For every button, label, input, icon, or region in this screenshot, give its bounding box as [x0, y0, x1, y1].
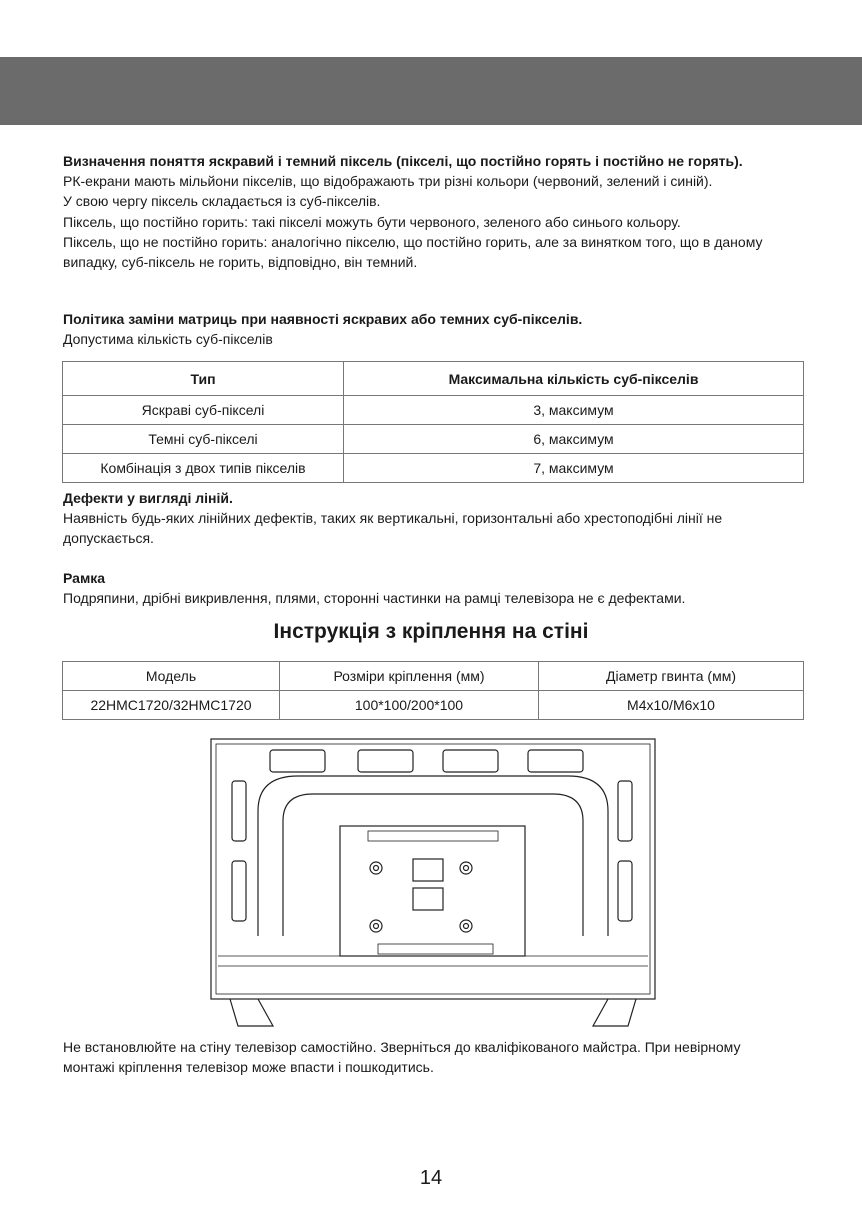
- line-defects-section: [63, 488, 833, 549]
- table-cell: 6, максимум: [344, 425, 804, 454]
- table-cell: 7, максимум: [344, 454, 804, 483]
- paragraph: Подряпини, дрібні викривлення, плями, сторонні частинки на рамці телевізора не є дефектами.: [63, 590, 686, 607]
- table-header-row: [63, 662, 804, 691]
- table-header-row: [63, 362, 804, 396]
- mount-holes: [370, 862, 472, 932]
- right-stand: [593, 999, 636, 1026]
- warning-text: Не встановлюйте на стіну телевізор самостійно. Зверніться до кваліфікованого майстра. При невірному монтажі кріплення телевізор може впасти і пошкодитись.: [63, 1039, 741, 1076]
- column-header: Діаметр гвинта (мм): [539, 662, 804, 691]
- page-number: 14: [419, 1167, 443, 1189]
- frame-heading: Рамка: [63, 570, 106, 586]
- policy-section: [63, 309, 833, 349]
- left-stand: [230, 999, 273, 1026]
- tv-frame: [211, 739, 655, 999]
- rear-shell-outline: [258, 776, 608, 936]
- tv-back-illustration: [208, 736, 658, 1031]
- line-defects-heading: Дефекти у вигляді ліній.: [63, 490, 233, 506]
- column-header: Розміри кріплення (мм): [280, 662, 539, 691]
- table-row: [63, 425, 804, 454]
- table-cell: M4x10/M6x10: [539, 691, 804, 720]
- wall-mount-title: Інструкція з кріплення на стіні: [273, 620, 589, 643]
- paragraph: У свою чергу піксель складається із суб-пікселів.: [63, 193, 381, 210]
- subpixel-table: [62, 361, 804, 483]
- wall-mount-table: [62, 661, 804, 720]
- table-row: [63, 454, 804, 483]
- table-cell: Темні суб-пікселі: [63, 425, 344, 454]
- paragraph: Наявність будь-яких лінійних дефектів, таких як вертикальні, горизонтальні або хрестоподібні лінії не допускається.: [63, 510, 723, 547]
- header-band: [0, 57, 862, 125]
- column-header: Тип: [63, 362, 344, 396]
- paragraph: Піксель, що постійно горить: такі пікселі можуть бути червоного, зеленого або синього кольору.: [63, 213, 681, 230]
- pixel-definition-section: [63, 151, 833, 272]
- table-cell: 3, максимум: [344, 396, 804, 425]
- policy-subheading: Допустима кількість суб-пікселів: [63, 331, 273, 348]
- table-cell: Яскраві суб-пікселі: [63, 396, 344, 425]
- table-cell: Комбінація з двох типів пікселів: [63, 454, 344, 483]
- table-cell: 22HMC1720/32HMC1720: [63, 691, 280, 720]
- column-header: Максимальна кількість суб-пікселів: [344, 362, 804, 396]
- paragraph: РК-екрани мають мільйони пікселів, що відображають три різні кольори (червоний, зелений і синій).: [63, 173, 713, 190]
- frame-section: [63, 568, 833, 608]
- table-row: [63, 691, 804, 720]
- mount-plate: [340, 826, 525, 956]
- paragraph: Піксель, що не постійно горить: аналогічно пікселю, що постійно горить, але за винятком того, що в даному випадку, суб-піксель не горить, відповідно, він темний.: [63, 233, 763, 271]
- table-row: [63, 396, 804, 425]
- pixel-definition-heading: Визначення поняття яскравий і темний піксель (пікселі, що постійно горять і постійно не горять).: [63, 153, 743, 169]
- policy-heading: Політика заміни матриць при наявності яскравих або темних суб-пікселів.: [63, 311, 583, 327]
- column-header: Модель: [63, 662, 280, 691]
- table-cell: 100*100/200*100: [280, 691, 539, 720]
